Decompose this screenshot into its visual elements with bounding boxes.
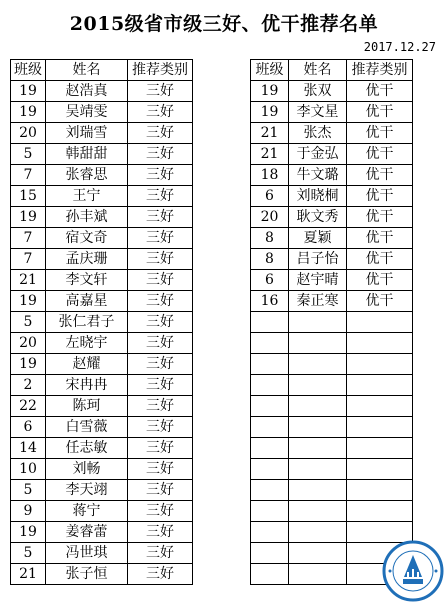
- empty-row: [251, 480, 413, 501]
- empty-cell: [251, 501, 289, 522]
- class-cell: 5: [11, 312, 46, 333]
- name-cell: 李文轩: [46, 270, 128, 291]
- name-cell: 张仁君子: [46, 312, 128, 333]
- table-row: [251, 207, 413, 228]
- empty-cell: [251, 438, 289, 459]
- category-cell: 三好: [128, 543, 193, 564]
- header-row: [11, 60, 193, 81]
- class-cell: 19: [251, 81, 289, 102]
- name-cell: 张双: [289, 81, 347, 102]
- category-cell: 三好: [128, 438, 193, 459]
- class-cell: 14: [11, 438, 46, 459]
- class-cell: 18: [251, 165, 289, 186]
- class-cell: 21: [11, 270, 46, 291]
- category-cell: 三好: [128, 144, 193, 165]
- class-cell: 20: [11, 123, 46, 144]
- header-class: 班级: [251, 60, 289, 81]
- category-cell: 三好: [128, 228, 193, 249]
- name-cell: 白雪薇: [46, 417, 128, 438]
- header-name: 姓名: [46, 60, 128, 81]
- empty-cell: [289, 375, 347, 396]
- class-cell: 10: [11, 459, 46, 480]
- class-cell: 16: [251, 291, 289, 312]
- empty-cell: [251, 459, 289, 480]
- class-cell: 19: [11, 207, 46, 228]
- category-cell: 三好: [128, 249, 193, 270]
- table-row: [251, 144, 413, 165]
- empty-cell: [251, 522, 289, 543]
- name-cell: 赵宇晴: [289, 270, 347, 291]
- table-row: [11, 270, 193, 291]
- table-row: [11, 417, 193, 438]
- category-cell: 三好: [128, 522, 193, 543]
- empty-row: [251, 438, 413, 459]
- class-cell: 19: [11, 522, 46, 543]
- category-cell: 优干: [347, 186, 413, 207]
- class-cell: 19: [11, 354, 46, 375]
- name-cell: 刘畅: [46, 459, 128, 480]
- empty-cell: [347, 438, 413, 459]
- empty-cell: [289, 438, 347, 459]
- category-cell: 三好: [128, 375, 193, 396]
- empty-cell: [347, 354, 413, 375]
- category-cell: 三好: [128, 417, 193, 438]
- name-cell: 张子恒: [46, 564, 128, 585]
- table-row: [251, 291, 413, 312]
- table-row: [11, 501, 193, 522]
- empty-row: [251, 312, 413, 333]
- class-cell: 5: [11, 144, 46, 165]
- empty-cell: [289, 396, 347, 417]
- name-cell: 于金弘: [289, 144, 347, 165]
- class-cell: 7: [11, 249, 46, 270]
- empty-cell: [347, 333, 413, 354]
- name-cell: 王宁: [46, 186, 128, 207]
- category-cell: 三好: [128, 186, 193, 207]
- class-cell: 22: [11, 396, 46, 417]
- empty-cell: [289, 522, 347, 543]
- empty-cell: [289, 543, 347, 564]
- class-cell: 21: [11, 564, 46, 585]
- empty-cell: [289, 417, 347, 438]
- table-row: [251, 123, 413, 144]
- category-cell: 优干: [347, 123, 413, 144]
- category-cell: 三好: [128, 459, 193, 480]
- table-row: [11, 354, 193, 375]
- table-row: [251, 228, 413, 249]
- class-cell: 8: [251, 228, 289, 249]
- empty-cell: [251, 375, 289, 396]
- category-cell: 三好: [128, 102, 193, 123]
- name-cell: 张杰: [289, 123, 347, 144]
- class-cell: 5: [11, 480, 46, 501]
- name-cell: 冯世琪: [46, 543, 128, 564]
- table-row: [251, 270, 413, 291]
- category-cell: 三好: [128, 123, 193, 144]
- table-row: [11, 375, 193, 396]
- category-cell: 优干: [347, 207, 413, 228]
- name-cell: 吴靖雯: [46, 102, 128, 123]
- name-cell: 刘瑞雪: [46, 123, 128, 144]
- name-cell: 陈珂: [46, 396, 128, 417]
- name-cell: 宋冉冉: [46, 375, 128, 396]
- empty-cell: [289, 312, 347, 333]
- yougan-table: [250, 59, 413, 585]
- name-cell: 高嘉星: [46, 291, 128, 312]
- empty-cell: [347, 459, 413, 480]
- empty-cell: [289, 459, 347, 480]
- date-label: 2017.12.27: [363, 40, 436, 54]
- empty-cell: [347, 480, 413, 501]
- category-cell: 优干: [347, 270, 413, 291]
- table-row: [11, 543, 193, 564]
- name-cell: 刘晓桐: [289, 186, 347, 207]
- empty-cell: [289, 564, 347, 585]
- table-row: [11, 333, 193, 354]
- category-cell: 优干: [347, 228, 413, 249]
- empty-cell: [347, 375, 413, 396]
- table-row: [11, 312, 193, 333]
- table-row: [251, 81, 413, 102]
- name-cell: 任志敏: [46, 438, 128, 459]
- empty-cell: [347, 312, 413, 333]
- name-cell: 耿文秀: [289, 207, 347, 228]
- empty-row: [251, 459, 413, 480]
- table-row: [251, 249, 413, 270]
- name-cell: 张睿思: [46, 165, 128, 186]
- class-cell: 6: [11, 417, 46, 438]
- empty-cell: [289, 480, 347, 501]
- class-cell: 19: [11, 102, 46, 123]
- empty-cell: [251, 417, 289, 438]
- table-row: [11, 81, 193, 102]
- empty-row: [251, 396, 413, 417]
- class-cell: 21: [251, 123, 289, 144]
- table-row: [11, 144, 193, 165]
- table-row: [11, 123, 193, 144]
- header-row: [251, 60, 413, 81]
- category-cell: 优干: [347, 165, 413, 186]
- category-cell: 三好: [128, 81, 193, 102]
- header-class: 班级: [11, 60, 46, 81]
- category-cell: 三好: [128, 165, 193, 186]
- header-category: 推荐类别: [347, 60, 413, 81]
- category-cell: 优干: [347, 102, 413, 123]
- table-row: [11, 186, 193, 207]
- table-row: [11, 207, 193, 228]
- class-cell: 7: [11, 228, 46, 249]
- class-cell: 7: [11, 165, 46, 186]
- empty-row: [251, 417, 413, 438]
- empty-row: [251, 333, 413, 354]
- name-cell: 夏颖: [289, 228, 347, 249]
- empty-cell: [251, 543, 289, 564]
- header-name: 姓名: [289, 60, 347, 81]
- empty-cell: [251, 564, 289, 585]
- category-cell: 三好: [128, 207, 193, 228]
- class-cell: 5: [11, 543, 46, 564]
- table-row: [11, 459, 193, 480]
- name-cell: 秦正寒: [289, 291, 347, 312]
- empty-cell: [289, 501, 347, 522]
- class-cell: 21: [251, 144, 289, 165]
- name-cell: 左晓宇: [46, 333, 128, 354]
- empty-cell: [289, 354, 347, 375]
- name-cell: 韩甜甜: [46, 144, 128, 165]
- empty-cell: [251, 396, 289, 417]
- empty-cell: [251, 354, 289, 375]
- category-cell: 优干: [347, 249, 413, 270]
- table-row: [251, 165, 413, 186]
- table-row: [251, 186, 413, 207]
- category-cell: 三好: [128, 564, 193, 585]
- category-cell: 三好: [128, 312, 193, 333]
- class-cell: 19: [251, 102, 289, 123]
- school-emblem-icon: [382, 540, 444, 602]
- class-cell: 20: [11, 333, 46, 354]
- name-cell: 孙丰斌: [46, 207, 128, 228]
- category-cell: 三好: [128, 291, 193, 312]
- empty-row: [251, 354, 413, 375]
- name-cell: 吕子怡: [289, 249, 347, 270]
- name-cell: 李天翊: [46, 480, 128, 501]
- table-row: [11, 396, 193, 417]
- table-row: [11, 480, 193, 501]
- category-cell: 三好: [128, 396, 193, 417]
- table-row: [11, 228, 193, 249]
- empty-cell: [251, 480, 289, 501]
- class-cell: 8: [251, 249, 289, 270]
- category-cell: 三好: [128, 480, 193, 501]
- class-cell: 6: [251, 186, 289, 207]
- table-row: [11, 102, 193, 123]
- class-cell: 20: [251, 207, 289, 228]
- table-row: [11, 249, 193, 270]
- empty-cell: [251, 312, 289, 333]
- name-cell: 孟庆珊: [46, 249, 128, 270]
- table-row: [11, 165, 193, 186]
- category-cell: 优干: [347, 81, 413, 102]
- table-row: [251, 102, 413, 123]
- table-row: [11, 291, 193, 312]
- header-category: 推荐类别: [128, 60, 193, 81]
- category-cell: 三好: [128, 333, 193, 354]
- name-cell: 李文星: [289, 102, 347, 123]
- name-cell: 蒋宁: [46, 501, 128, 522]
- table-row: [11, 522, 193, 543]
- class-cell: 19: [11, 81, 46, 102]
- class-cell: 9: [11, 501, 46, 522]
- empty-cell: [347, 501, 413, 522]
- empty-cell: [347, 396, 413, 417]
- class-cell: 15: [11, 186, 46, 207]
- table-row: [11, 564, 193, 585]
- category-cell: 优干: [347, 144, 413, 165]
- category-cell: 三好: [128, 270, 193, 291]
- empty-cell: [347, 417, 413, 438]
- table-row: [11, 438, 193, 459]
- name-cell: 赵浩真: [46, 81, 128, 102]
- class-cell: 6: [251, 270, 289, 291]
- name-cell: 宿文奇: [46, 228, 128, 249]
- name-cell: 姜睿蕾: [46, 522, 128, 543]
- category-cell: 三好: [128, 354, 193, 375]
- class-cell: 2: [11, 375, 46, 396]
- name-cell: 牛文璐: [289, 165, 347, 186]
- empty-row: [251, 501, 413, 522]
- category-cell: 优干: [347, 291, 413, 312]
- category-cell: 三好: [128, 501, 193, 522]
- empty-cell: [289, 333, 347, 354]
- empty-row: [251, 375, 413, 396]
- sanhao-table: [10, 59, 193, 585]
- page-title: 2015级省市级三好、优干推荐名单: [69, 13, 379, 35]
- name-cell: 赵耀: [46, 354, 128, 375]
- empty-cell: [251, 333, 289, 354]
- class-cell: 19: [11, 291, 46, 312]
